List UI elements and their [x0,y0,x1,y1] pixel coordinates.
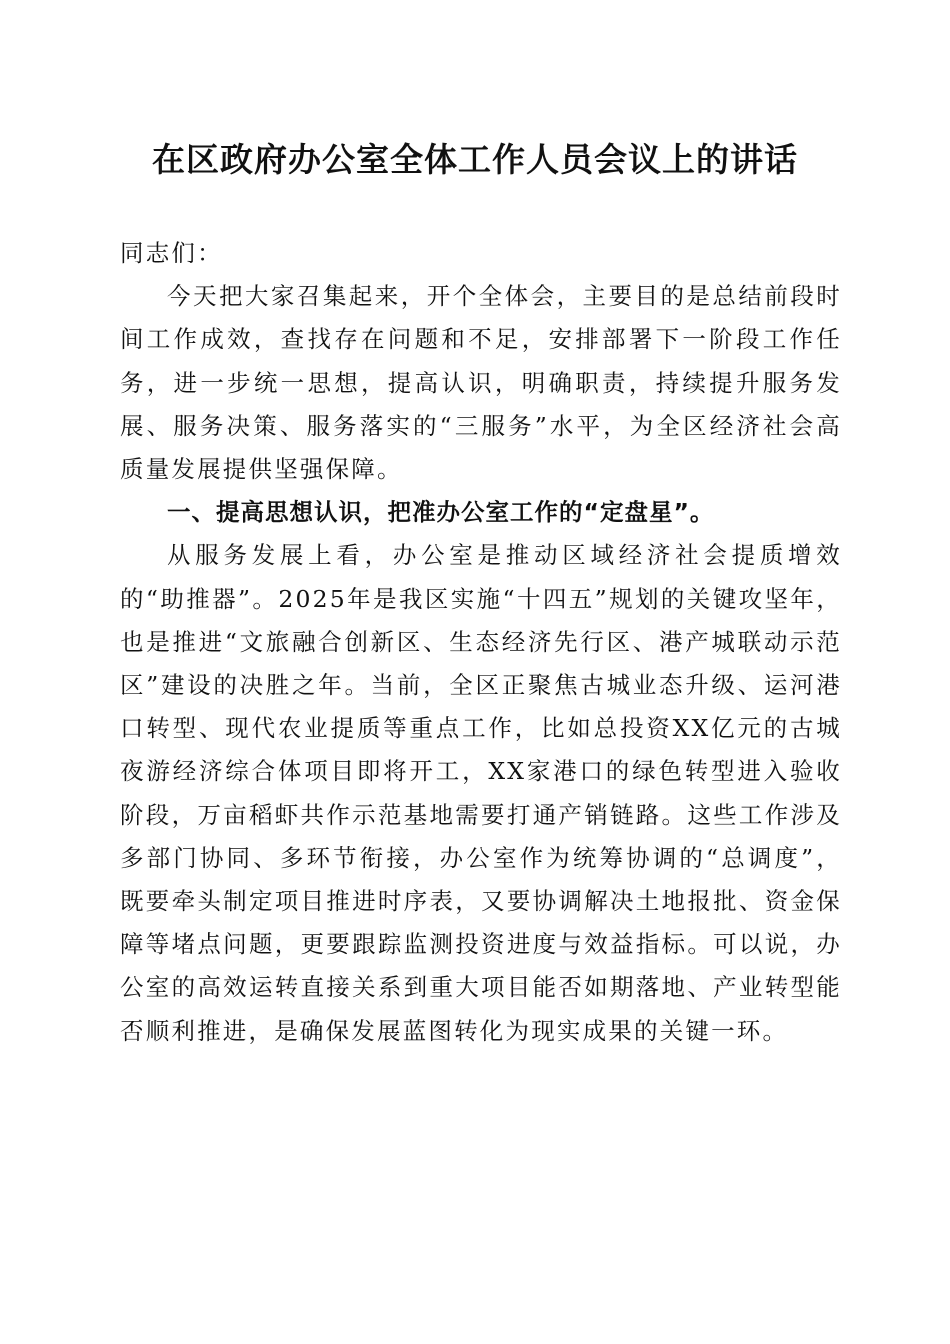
section-paragraph: 从服务发展上看，办公室是推动区域经济社会提质增效的“助推器”。2025年是我区实施“十四五”规划的关键攻坚年，也是推进“文旅融合创新区、生态经济先行区、港产城联动示范区”建设的决胜之年。当前，全区正聚焦古城业态升级、运河港口转型、现代农业提质等重点工作，比如总投资XX亿元的古城夜游经济综合体项目即将开工，XX家港口的绿色转型进入验收阶段，万亩稻虾共作示范基地需要打通产销链路。这些工作涉及多部门协同、多环节衔接，办公室作为统筹协调的“总调度”，既要牵头制定项目推进时序表，又要协调解决土地报批、资金保障等堵点问题，更要跟踪监测投资进度与效益指标。可以说，办公室的高效运转直接关系到重大项目能否如期落地、产业转型能否顺利推进，是确保发展蓝图转化为现实成果的关键一环。 [120,541,842,1045]
section-heading: 一、提高思想认识，把准办公室工作的“定盘星”。 [167,498,715,527]
opening-paragraph: 今天把大家召集起来，开个全体会，主要目的是总结前段时间工作成效，查找存在问题和不足，安排部署下一阶段工作任务，进一步统一思想，提高认识，明确职责，持续提升服务发展、服务决策、服务落实的“三服务”水平，为全区经济社会高质量发展提供坚强保障。 [120,282,842,484]
salutation: 同志们： [120,239,223,267]
document-body [120,232,842,1053]
document-title: 在区政府办公室全体工作人员会议上的讲话 [152,140,798,179]
